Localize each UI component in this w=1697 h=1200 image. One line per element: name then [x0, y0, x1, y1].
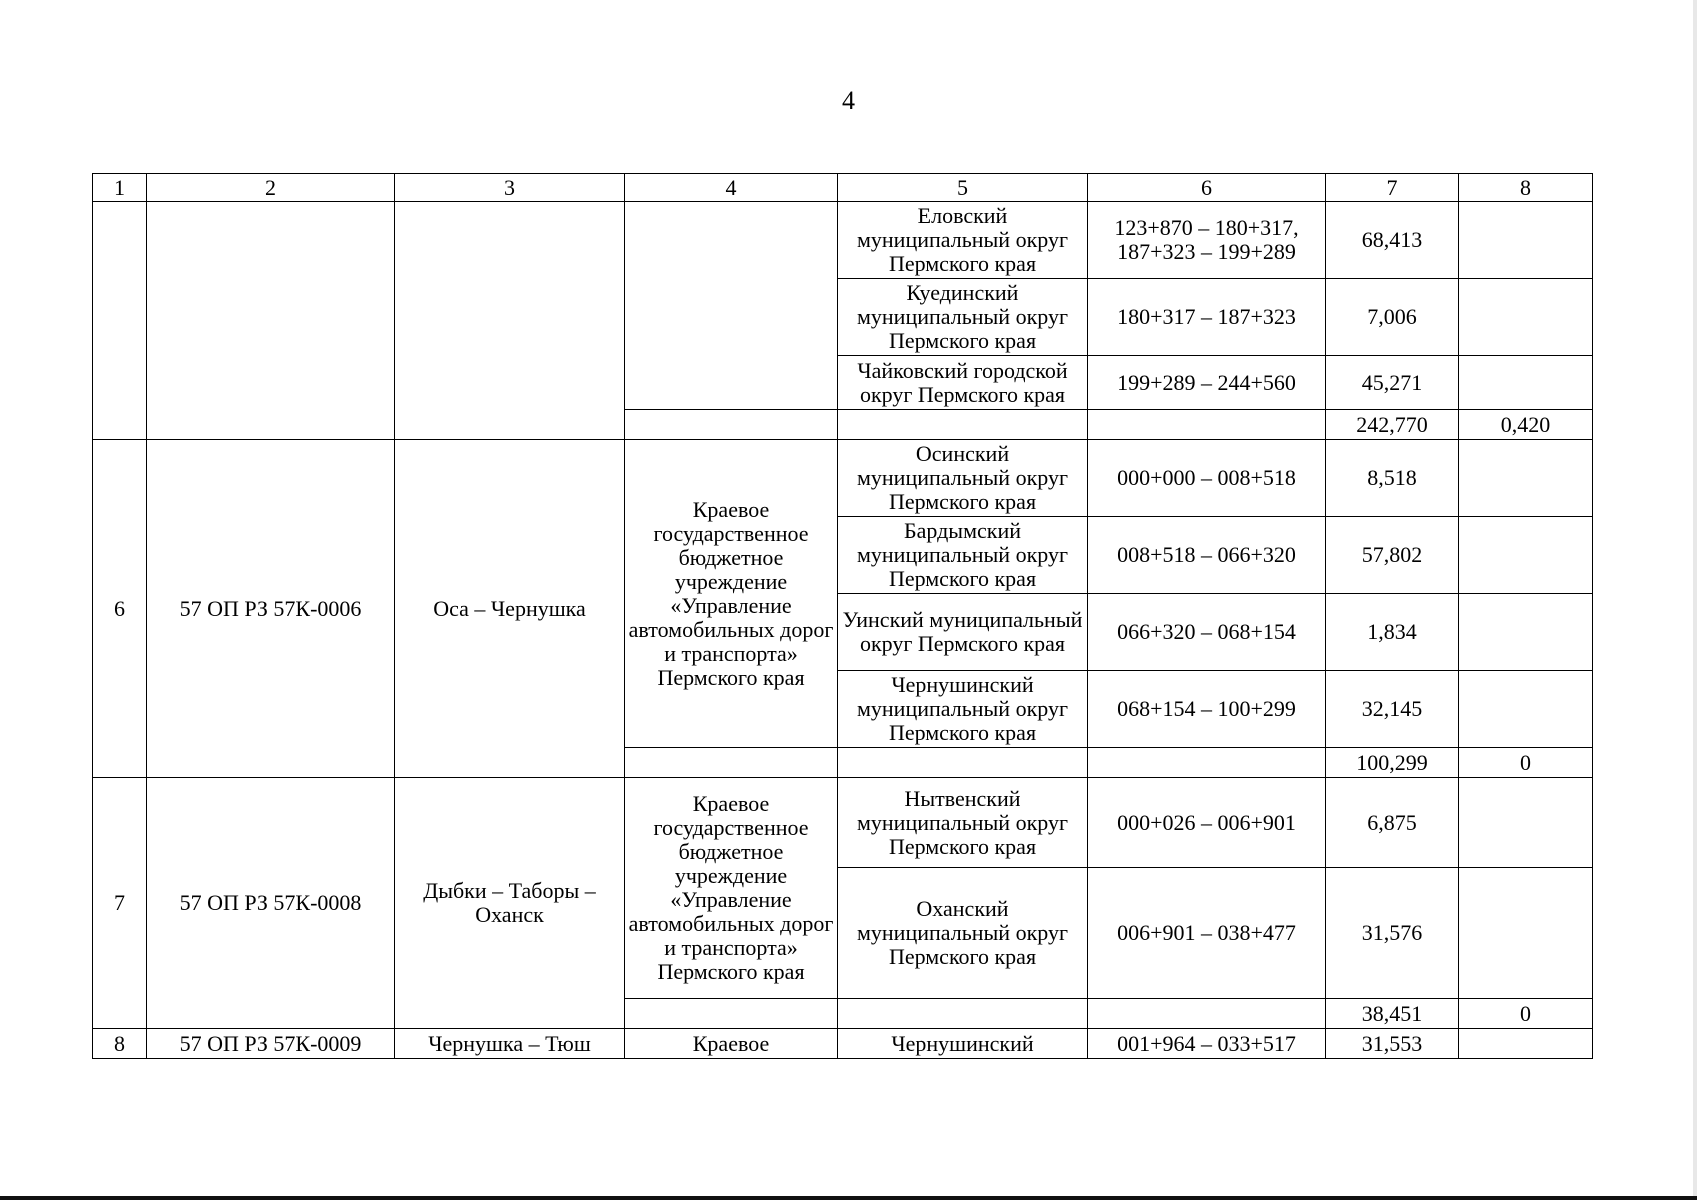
cell-empty: [838, 410, 1088, 440]
table-row: [93, 778, 1593, 868]
cell-road-name: [395, 202, 625, 440]
cell-col8: [1459, 202, 1593, 279]
cell-owner: Краевое: [625, 1029, 838, 1059]
scan-edge-right: [1693, 0, 1697, 1200]
cell-total: 38,451: [1326, 999, 1459, 1029]
cell-empty: [625, 410, 838, 440]
cell-km: 006+901 – 038+477: [1088, 868, 1326, 999]
cell-empty: [625, 748, 838, 778]
cell-num: [93, 202, 147, 440]
cell-col8: [1459, 594, 1593, 671]
cell-num: 6: [93, 440, 147, 778]
cell-length: 68,413: [1326, 202, 1459, 279]
cell-district: Уинский муниципальный округ Пермского края: [838, 594, 1088, 671]
cell-district: Бардымский муниципальный округ Пермского края: [838, 517, 1088, 594]
table-row: [93, 440, 1593, 517]
cell-km: 000+000 – 008+518: [1088, 440, 1326, 517]
cell-code: 57 ОП РЗ 57К-0008: [147, 778, 395, 1029]
cell-district: Чайковский городской округ Пермского края: [838, 356, 1088, 410]
scan-edge-bottom: [0, 1196, 1697, 1200]
col-header: 3: [395, 174, 625, 202]
cell-empty: [625, 999, 838, 1029]
cell-district: Куединский муниципальный округ Пермского края: [838, 279, 1088, 356]
table-row: [93, 202, 1593, 279]
cell-km: 008+518 – 066+320: [1088, 517, 1326, 594]
col-header: 8: [1459, 174, 1593, 202]
cell-length: 7,006: [1326, 279, 1459, 356]
cell-district: Чернушинский: [838, 1029, 1088, 1059]
cell-length: 8,518: [1326, 440, 1459, 517]
cell-district: Оханский муниципальный округ Пермского края: [838, 868, 1088, 999]
cell-empty: [838, 748, 1088, 778]
table-row: [93, 1029, 1593, 1059]
cell-col8: [1459, 671, 1593, 748]
cell-col8: [1459, 868, 1593, 999]
cell-km: 066+320 – 068+154: [1088, 594, 1326, 671]
cell-km: 000+026 – 006+901: [1088, 778, 1326, 868]
cell-code: 57 ОП РЗ 57К-0006: [147, 440, 395, 778]
page-number: 4: [842, 86, 855, 115]
cell-col8: [1459, 778, 1593, 868]
cell-district: Осинский муниципальный округ Пермского края: [838, 440, 1088, 517]
cell-col8: [1459, 356, 1593, 410]
cell-col8: [1459, 279, 1593, 356]
cell-num: 8: [93, 1029, 147, 1059]
col-header: 7: [1326, 174, 1459, 202]
cell-col8: 0,420: [1459, 410, 1593, 440]
cell-col8: [1459, 440, 1593, 517]
cell-col8: 0: [1459, 748, 1593, 778]
roads-table: [92, 173, 1593, 1059]
cell-empty: [1088, 410, 1326, 440]
cell-length: 1,834: [1326, 594, 1459, 671]
col-header: 1: [93, 174, 147, 202]
cell-owner: [625, 202, 838, 410]
col-header: 5: [838, 174, 1088, 202]
cell-col8: [1459, 1029, 1593, 1059]
cell-owner: Краевое государственное бюджетное учреждение «Управление автомобильных дорог и транспорта» Пермского края: [625, 778, 838, 999]
cell-km: 001+964 – 033+517: [1088, 1029, 1326, 1059]
cell-km: 180+317 – 187+323: [1088, 279, 1326, 356]
cell-total: 100,299: [1326, 748, 1459, 778]
cell-num: 7: [93, 778, 147, 1029]
cell-road-name: Дыбки – Таборы – Оханск: [395, 778, 625, 1029]
col-header: 2: [147, 174, 395, 202]
cell-col8: [1459, 517, 1593, 594]
cell-total: 242,770: [1326, 410, 1459, 440]
cell-empty: [838, 999, 1088, 1029]
cell-code: [147, 202, 395, 440]
col-header: 6: [1088, 174, 1326, 202]
column-number-row: [93, 174, 1593, 202]
col-header: 4: [625, 174, 838, 202]
cell-code: 57 ОП РЗ 57К-0009: [147, 1029, 395, 1059]
cell-length: 31,553: [1326, 1029, 1459, 1059]
cell-length: 45,271: [1326, 356, 1459, 410]
cell-road-name: Чернушка – Тюш: [395, 1029, 625, 1059]
cell-km: 068+154 – 100+299: [1088, 671, 1326, 748]
cell-owner: Краевое государственное бюджетное учреждение «Управление автомобильных дорог и транспорта» Пермского края: [625, 440, 838, 748]
cell-col8: 0: [1459, 999, 1593, 1029]
cell-district: Чернушинский муниципальный округ Пермского края: [838, 671, 1088, 748]
cell-km: 199+289 – 244+560: [1088, 356, 1326, 410]
cell-length: 32,145: [1326, 671, 1459, 748]
cell-length: 57,802: [1326, 517, 1459, 594]
cell-district: Еловский муниципальный округ Пермского края: [838, 202, 1088, 279]
cell-road-name: Оса – Чернушка: [395, 440, 625, 778]
cell-length: 31,576: [1326, 868, 1459, 999]
cell-district: Нытвенский муниципальный округ Пермского края: [838, 778, 1088, 868]
cell-empty: [1088, 748, 1326, 778]
cell-km: 123+870 – 180+317, 187+323 – 199+289: [1088, 202, 1326, 279]
cell-length: 6,875: [1326, 778, 1459, 868]
cell-empty: [1088, 999, 1326, 1029]
